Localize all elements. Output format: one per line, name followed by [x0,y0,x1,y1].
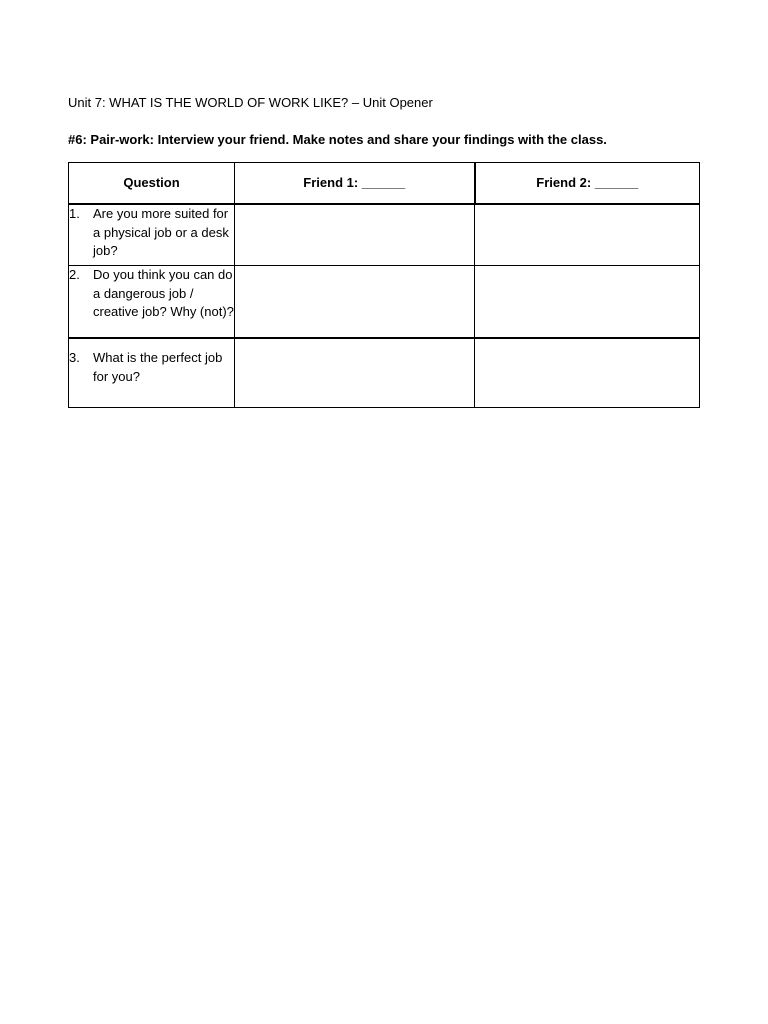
question-cell [69,266,235,339]
friend-1-answer-cell[interactable] [235,338,475,408]
friend-1-answer-cell[interactable] [235,266,475,339]
table-row [69,338,700,408]
question-text: What is the perfect job for you? [93,350,223,384]
friend-1-answer-cell[interactable] [235,204,475,266]
question-text: Do you think you can do a dangerous job / creative job? Why (not)? [93,267,234,319]
question-number: 1. [69,206,80,221]
column-header-friend-2: Friend 2: ______ [475,163,700,205]
table-row [69,204,700,266]
table-row [69,266,700,339]
column-header-question: Question [69,163,235,205]
interview-table [68,162,700,408]
friend-2-answer-cell[interactable] [475,338,700,408]
column-header-friend-1: Friend 1: ______ [235,163,475,205]
unit-title: Unit 7: WHAT IS THE WORLD OF WORK LIKE? – Unit Opener [68,95,433,110]
question-cell [69,204,235,266]
question-text: Are you more suited for a physical job or a desk job? [93,206,229,258]
question-cell [69,338,235,408]
table-header-row [69,163,700,205]
activity-instruction: #6: Pair-work: Interview your friend. Make notes and share your findings with the class. [68,132,607,147]
question-number: 2. [69,267,80,282]
friend-2-answer-cell[interactable] [475,204,700,266]
friend-2-answer-cell[interactable] [475,266,700,339]
question-number: 3. [69,350,80,365]
